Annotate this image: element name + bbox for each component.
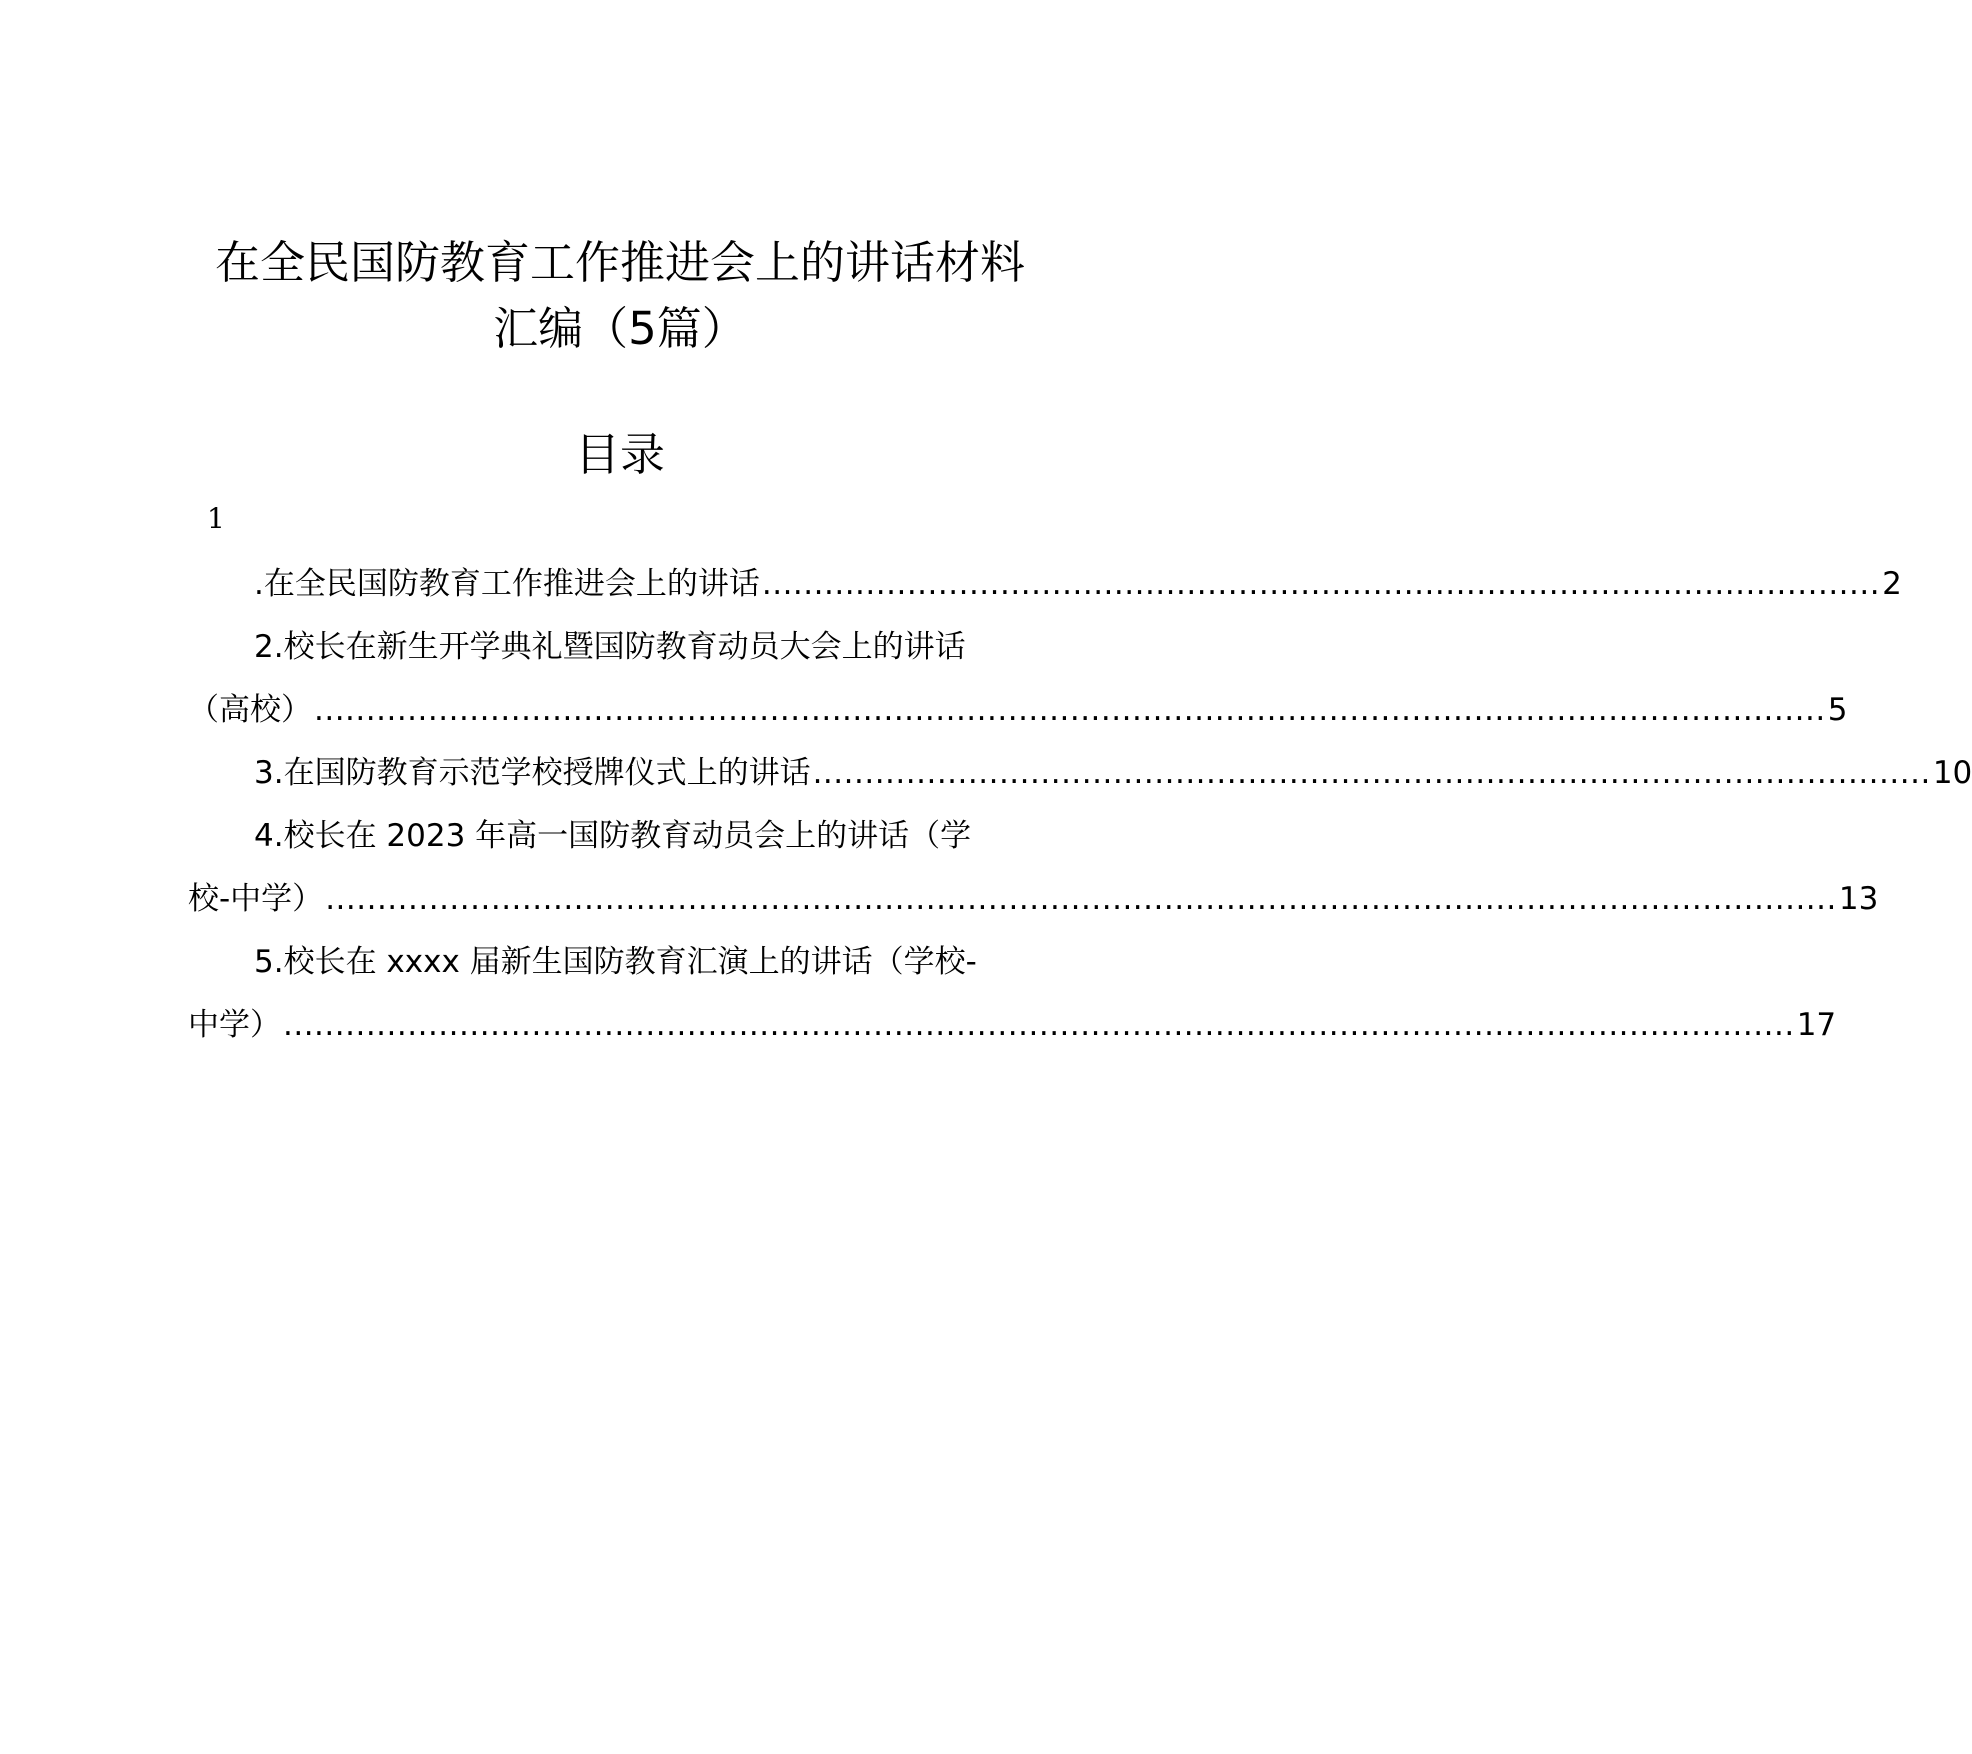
toc-entry-2-line2[interactable] <box>188 686 1848 734</box>
toc-entry-4-text-line1: 4.校长在 2023 年高一国防教育动员会上的讲话（学 <box>254 818 972 854</box>
document-title-line2: 汇编（5篇） <box>493 302 747 355</box>
toc-entry-2-page: 5 <box>1827 692 1848 728</box>
toc-entry-3[interactable] <box>188 749 1972 797</box>
toc-entry-1-text: .在全民国防教育工作推进会上的讲话 <box>254 566 760 602</box>
toc-entry-4-leader: .................................................................................................................................................. <box>325 881 1837 917</box>
toc-entry-1-page: 2 <box>1882 566 1902 602</box>
toc-entry-5-page: 17 <box>1796 1007 1837 1043</box>
toc-entry-2-text-line2: （高校） <box>188 692 312 728</box>
toc-entry-5-text-line1: 5.校长在 xxxx 届新生国防教育汇演上的讲话（学校- <box>254 944 977 980</box>
stray-number: 1 <box>207 502 225 535</box>
toc-entry-1-leader: ............................................................................................................ <box>761 566 1881 602</box>
toc-entry-5-line1[interactable] <box>188 938 1050 986</box>
toc-entry-4-page: 13 <box>1838 881 1879 917</box>
toc-entry-5-line2[interactable] <box>188 1001 1837 1049</box>
toc-heading: 目录 <box>574 428 665 481</box>
toc-entry-5-text-line2: 中学） <box>188 1007 281 1043</box>
toc-entry-2-text-line1: 2.校长在新生开学典礼暨国防教育动员大会上的讲话 <box>254 629 966 665</box>
toc-entry-3-page: 10 <box>1932 755 1972 791</box>
toc-entry-3-text: 3.在国防教育示范学校授牌仪式上的讲话 <box>254 755 811 791</box>
toc-entry-4-line2[interactable] <box>188 875 1879 923</box>
toc-entry-1[interactable] <box>188 560 1902 608</box>
toc-entry-4-line1[interactable] <box>188 812 1050 860</box>
toc-entry-3-leader: ............................................................................................................ <box>812 755 1931 791</box>
toc-entry-2-leader: .................................................................................................................................................. <box>314 692 1826 728</box>
toc-entry-4-text-line2: 校-中学） <box>188 881 324 917</box>
toc-entry-2-line1[interactable] <box>188 623 1050 671</box>
toc-entry-5-leader: .................................................................................................................................................. <box>283 1007 1795 1043</box>
document-title-line1: 在全民国防教育工作推进会上的讲话材料 <box>214 236 1025 289</box>
